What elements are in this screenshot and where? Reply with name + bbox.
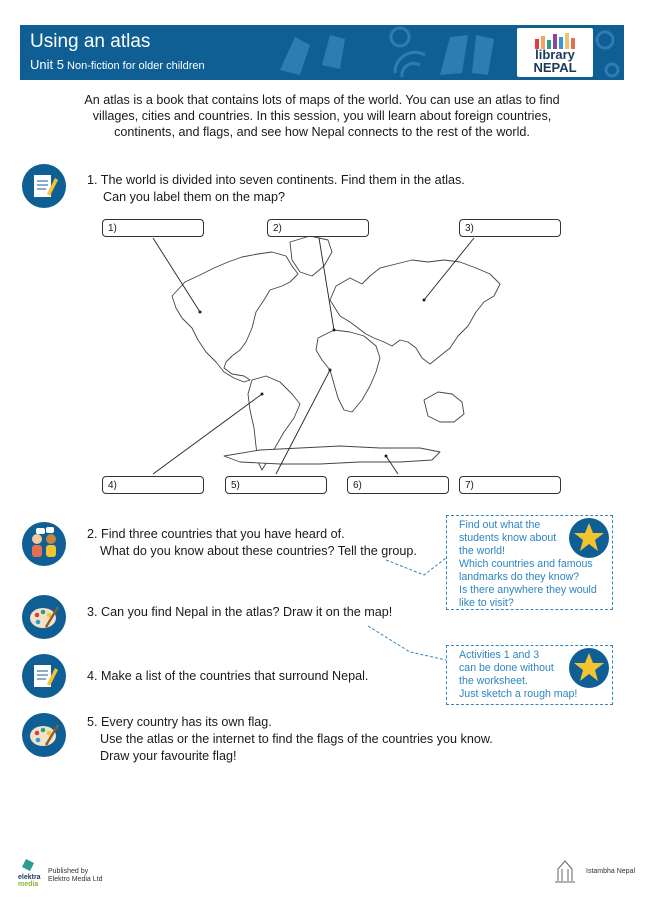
intro-paragraph: An atlas is a book that contains lots of maps of the world. You can use an atlas to find villages, cities and countries. In this session, you will learn about foreign countries, continents, and flags, and see how Nepal connects to the rest of the world. — [84, 93, 560, 139]
label-box-2[interactable]: 2) — [267, 219, 369, 237]
star-icon — [569, 648, 609, 688]
task-5-line1: 5. Every country has its own flag. — [87, 715, 272, 729]
teacher-note-1: Find out what the students know about the world! Which countries and famous landmarks do they know? Is there anywhere they would like to visit? — [446, 515, 613, 610]
unit-label: Unit 5 — [30, 57, 64, 72]
task-2-line1: 2. Find three countries that you have heard of. — [87, 527, 345, 541]
brand-line1: elektra — [18, 874, 41, 881]
label-box-1[interactable]: 1) — [102, 219, 204, 237]
task-2-line2: What do you know about these countries? Tell the group. — [100, 544, 417, 558]
brand-line2: media — [18, 881, 39, 887]
publisher-name: Elektro Media Ltd — [48, 876, 103, 883]
task-1-line2: Can you label them on the map? — [103, 190, 286, 204]
label-box-7[interactable]: 7) — [459, 476, 561, 494]
task-4: 4. Make a list of the countries that surround Nepal. — [87, 669, 369, 683]
task-3: 3. Can you find Nepal in the atlas? Draw it on the map! — [87, 605, 393, 619]
label-box-5[interactable]: 5) — [225, 476, 327, 494]
label-box-4[interactable]: 4) — [102, 476, 204, 494]
footer-org-name: Istambha Nepal — [586, 868, 636, 875]
page-title: Using an atlas — [30, 31, 151, 52]
logo-text-library: library — [535, 47, 575, 62]
istambha-logo-icon — [552, 855, 578, 885]
published-by-label: Published by — [48, 868, 89, 875]
publisher-info — [48, 868, 102, 884]
unit-description: Non-fiction for older children — [67, 60, 205, 72]
label-box-3[interactable]: 3) — [459, 219, 561, 237]
task-5-line2: Use the atlas or the internet to find the flags of the countries you know. — [100, 732, 493, 746]
star-icon — [569, 518, 609, 558]
label-box-6[interactable]: 6) — [347, 476, 449, 494]
task-1-line1: 1. The world is divided into seven continents. Find them in the atlas. — [87, 173, 465, 187]
elektra-media-logo — [18, 857, 46, 892]
logo-text-nepal: NEPAL — [533, 60, 577, 75]
task-5-line3: Draw your favourite flag! — [100, 749, 237, 763]
teacher-note-2: Activities 1 and 3 can be done without the worksheet. Just sketch a rough map! — [446, 645, 613, 705]
